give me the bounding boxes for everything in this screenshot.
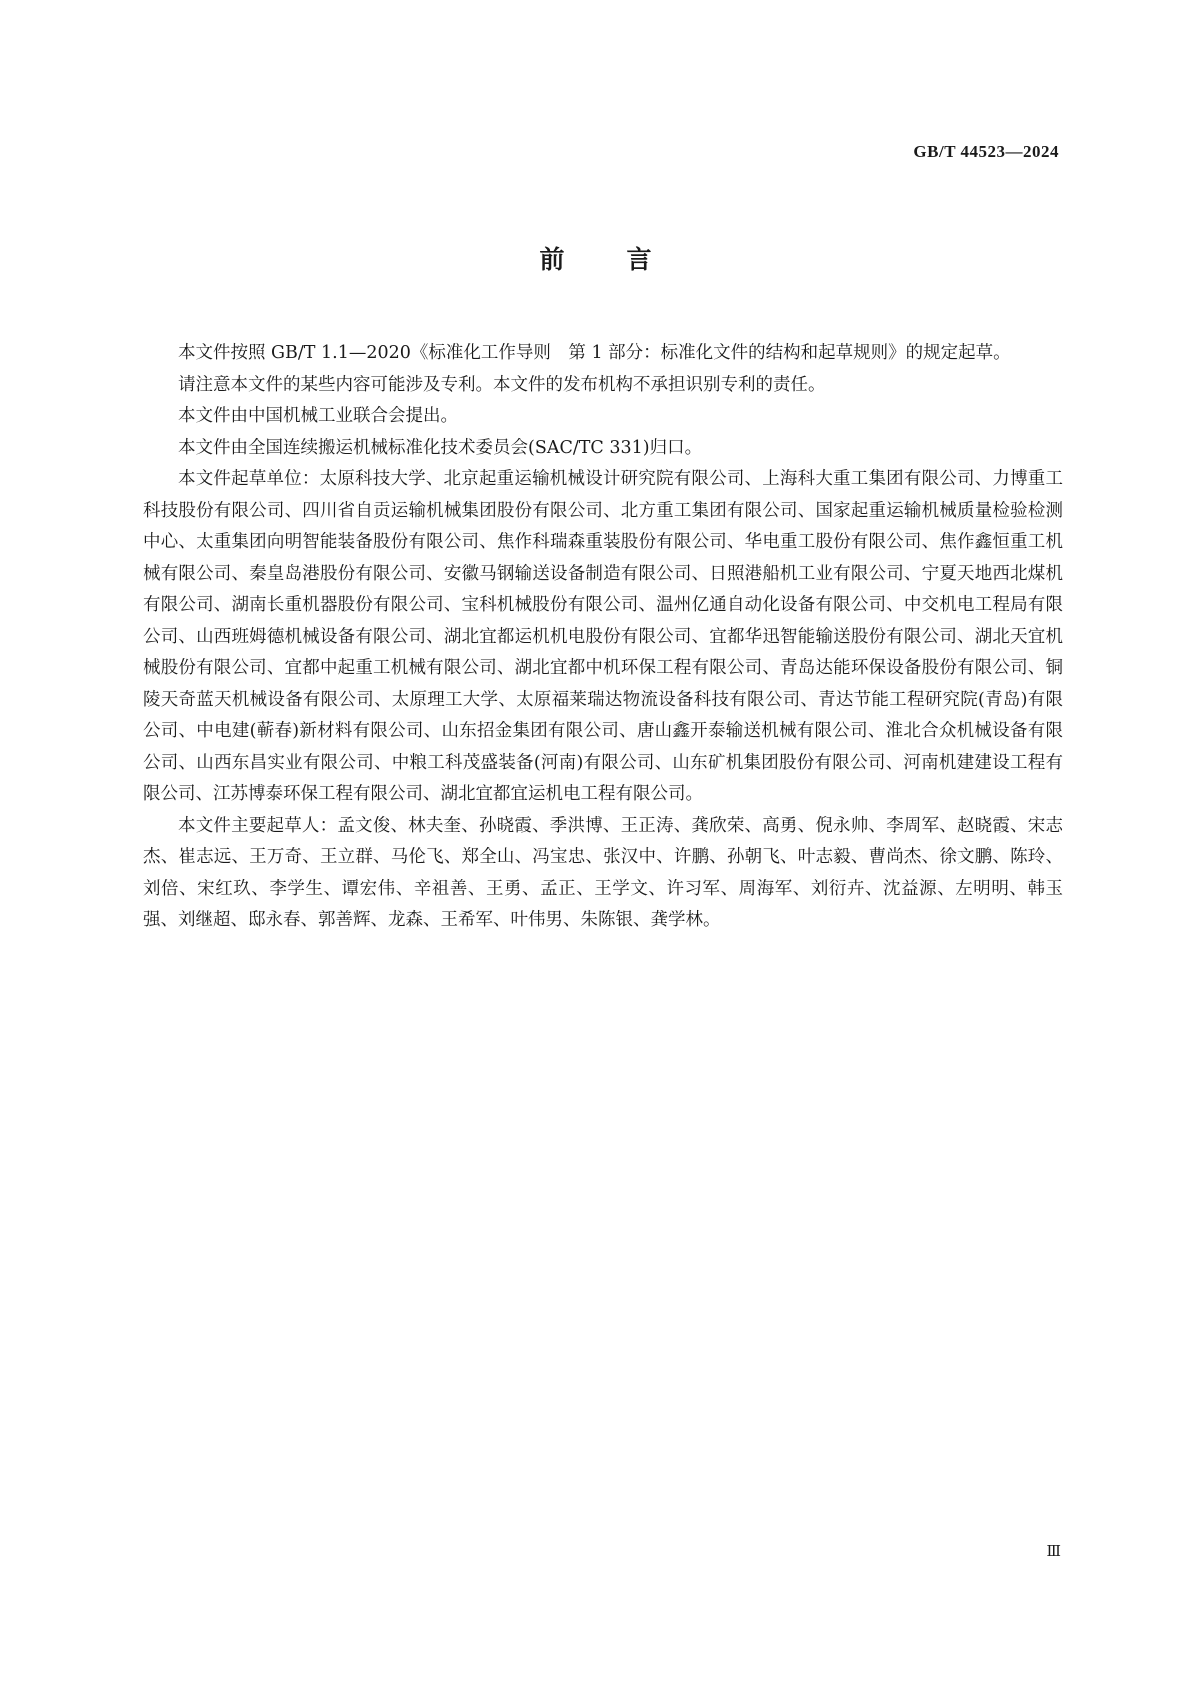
standard-code: GB/T 44523—2024 xyxy=(913,142,1059,161)
paragraph-patent-notice: 请注意本文件的某些内容可能涉及专利。本文件的发布机构不承担识别专利的责任。 xyxy=(178,374,826,395)
paragraph-drafting-rules: 本文件按照 GB/T 1.1—2020《标准化工作导则 第 1 部分：标准化文件的结构和起草规则》的规定起草。 xyxy=(178,343,1011,363)
paragraph-drafters: 本文件主要起草人：孟文俊、林夫奎、孙晓霞、季洪博、王正涛、龚欣荣、高勇、倪永帅、李周军、赵晓霞、宋志杰、崔志远、王万奇、王立群、马伦飞、郑全山、冯宝忠、张汉中、许鹏、孙朝飞、叶志毅、曹尚杰、徐文鹏、陈玲、刘倍、宋红玖、李学生、谭宏伟、辛祖善、王勇、孟正、王学文、许习军、周海军、刘衍卉、沈益源、左明明、韩玉强、刘继超、邸永春、郭善辉、龙森、王希军、叶伟男、朱陈银、龚学林。 xyxy=(143,815,1063,930)
paragraph-drafting-units: 本文件起草单位：太原科技大学、北京起重运输机械设计研究院有限公司、上海科大重工集团有限公司、力博重工科技股份有限公司、四川省自贡运输机械集团股份有限公司、北方重工集团有限公司、国家起重运输机械质量检验检测中心、太重集团向明智能装备股份有限公司、焦作科瑞森重装股份有限公司、华电重工股份有限公司、焦作鑫恒重工机械有限公司、秦皇岛港股份有限公司、安徽马钢输送设备制造有限公司、日照港船机工业有限公司、宁夏天地西北煤机有限公司、湖南长重机器股份有限公司、宝科机械股份有限公司、温州亿通自动化设备有限公司、中交机电工程局有限公司、山西班姆德机械设备有限公司、湖北宜都运机机电股份有限公司、宜都华迅智能输送股份有限公司、湖北天宜机械股份有限公司、宜都中起重工机械有限公司、湖北宜都中机环保工程有限公司、青岛达能环保设备股份有限公司、铜陵天奇蓝天机械设备有限公司、太原理工大学、太原福莱瑞达物流设备科技有限公司、青达节能工程研究院(青岛)有限公司、中电建(蕲春)新材料有限公司、山东招金集团有限公司、唐山鑫开泰输送机械有限公司、淮北合众机械设备有限公司、山西东昌实业有限公司、中粮工科茂盛装备(河南)有限公司、山东矿机集团股份有限公司、河南机建建设工程有限公司、江苏博泰环保工程有限公司、湖北宜都宜运机电工程有限公司。 xyxy=(143,469,1063,804)
foreword-body xyxy=(143,338,1063,937)
page-number: Ⅲ xyxy=(1046,1544,1061,1560)
paragraph-centralized: 本文件由全国连续搬运机械标准化技术委员会(SAC/TC 331)归口。 xyxy=(178,437,703,458)
page-title: 前言 xyxy=(539,245,714,274)
paragraph-proposer: 本文件由中国机械工业联合会提出。 xyxy=(178,406,458,426)
